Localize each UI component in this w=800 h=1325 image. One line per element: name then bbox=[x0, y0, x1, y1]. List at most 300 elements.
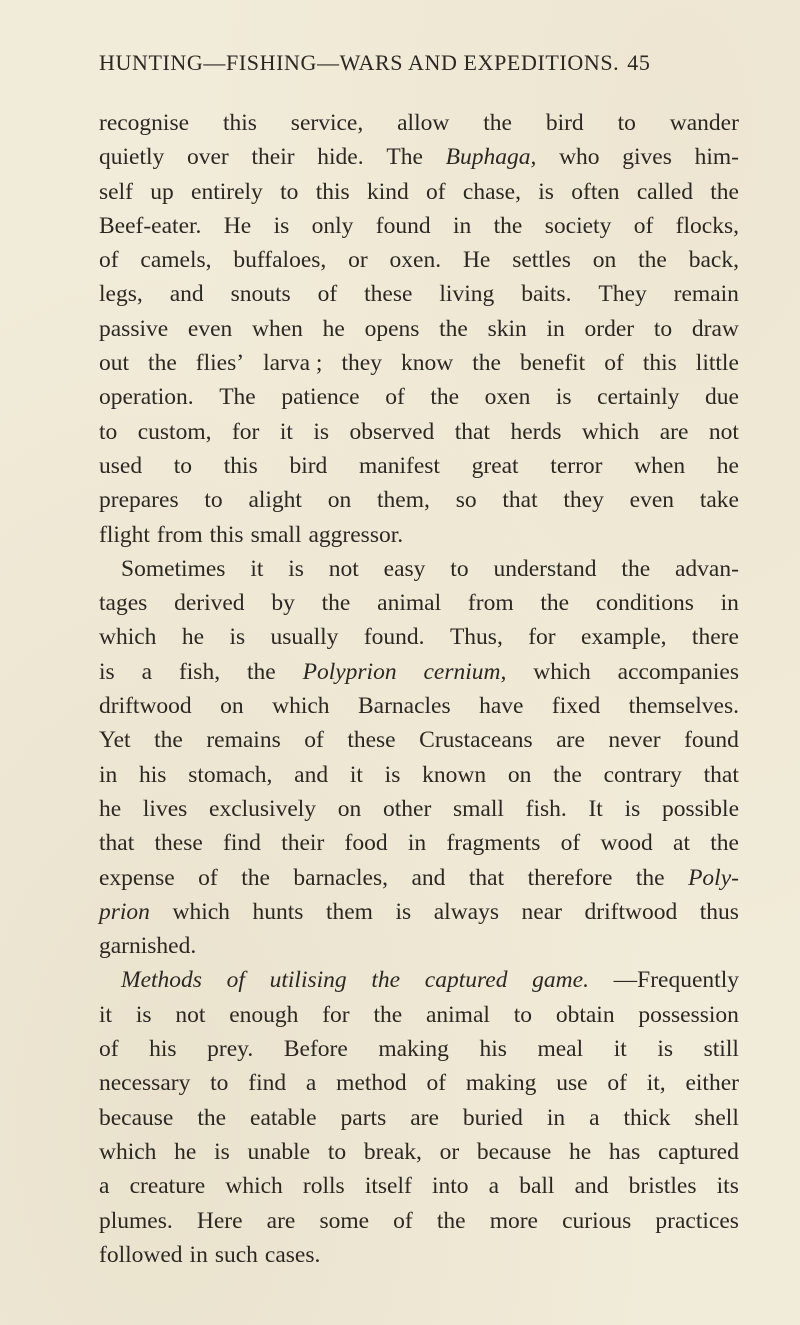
word: near bbox=[521, 898, 562, 925]
word: small bbox=[250, 521, 302, 548]
word: is bbox=[624, 795, 641, 822]
word: of bbox=[385, 384, 405, 411]
word: them bbox=[325, 898, 373, 925]
word: in bbox=[720, 590, 739, 617]
word: this bbox=[222, 110, 257, 136]
word: animal bbox=[425, 1001, 490, 1028]
word: of bbox=[560, 830, 581, 857]
text-line bbox=[99, 1101, 739, 1135]
word: enough bbox=[229, 1001, 299, 1028]
word: or bbox=[439, 1138, 460, 1165]
word: is bbox=[214, 1138, 230, 1165]
word: even bbox=[187, 315, 233, 342]
word: on bbox=[220, 693, 244, 720]
word: great bbox=[471, 452, 519, 479]
word: barnacles, bbox=[293, 864, 388, 891]
word: in bbox=[546, 315, 565, 342]
word: there bbox=[691, 624, 739, 651]
word: of bbox=[99, 1036, 119, 1063]
word: such bbox=[214, 1241, 258, 1268]
word: and bbox=[574, 1173, 609, 1200]
word: of bbox=[304, 727, 324, 754]
word: their bbox=[281, 830, 325, 857]
word: have bbox=[479, 693, 524, 720]
word: to bbox=[173, 452, 193, 479]
word: which bbox=[272, 693, 330, 720]
word: take bbox=[699, 487, 739, 514]
italic-word: Buphaga, bbox=[445, 144, 537, 171]
word: Thus, bbox=[449, 624, 503, 651]
word: the bbox=[241, 864, 270, 891]
body-text bbox=[99, 106, 739, 1272]
word: often bbox=[571, 178, 620, 205]
word: the bbox=[436, 1207, 466, 1234]
word: the bbox=[638, 247, 667, 274]
word: for bbox=[231, 418, 260, 445]
word: eatable bbox=[250, 1104, 317, 1131]
word: method bbox=[336, 1070, 407, 1097]
word: he bbox=[181, 624, 205, 651]
word: is bbox=[99, 658, 115, 685]
word: a bbox=[488, 1173, 500, 1200]
word: from bbox=[467, 590, 514, 617]
text-line bbox=[99, 792, 739, 826]
word: not bbox=[328, 555, 359, 582]
word: bird bbox=[289, 452, 328, 479]
word: use bbox=[556, 1070, 588, 1097]
word: he bbox=[569, 1138, 592, 1165]
text-line bbox=[99, 586, 739, 620]
italic-word: cernium, bbox=[423, 658, 507, 685]
word: and bbox=[169, 281, 204, 308]
running-header bbox=[99, 50, 739, 76]
word: to bbox=[280, 178, 299, 205]
word: the bbox=[540, 590, 570, 617]
word: this bbox=[642, 350, 677, 377]
word: not bbox=[175, 1001, 206, 1028]
word: he bbox=[716, 452, 739, 479]
word: on bbox=[327, 487, 352, 514]
word: this bbox=[223, 452, 258, 479]
word: hide. bbox=[317, 144, 364, 171]
word: know bbox=[400, 350, 454, 377]
word: expense bbox=[99, 864, 175, 891]
word: animal bbox=[377, 590, 442, 617]
word: of bbox=[198, 864, 218, 891]
word: are bbox=[659, 418, 689, 445]
word: thick bbox=[623, 1104, 671, 1131]
word: found bbox=[684, 727, 739, 754]
word: these bbox=[347, 727, 396, 754]
text-line bbox=[99, 620, 739, 654]
word: are bbox=[556, 727, 585, 754]
word: they bbox=[563, 487, 604, 514]
word: prepares bbox=[99, 487, 179, 514]
word: gives bbox=[622, 144, 672, 171]
word: the bbox=[246, 658, 276, 685]
word: society bbox=[544, 212, 612, 239]
word: the bbox=[483, 110, 512, 136]
word: bird bbox=[545, 110, 584, 136]
word: The bbox=[219, 384, 256, 411]
text-line bbox=[99, 895, 739, 929]
word: alight bbox=[248, 487, 302, 514]
word: this bbox=[315, 178, 350, 205]
word: the bbox=[553, 761, 582, 788]
word: on bbox=[337, 795, 362, 822]
word: unable bbox=[247, 1138, 311, 1165]
word: recognise bbox=[99, 110, 190, 136]
word: they bbox=[341, 350, 382, 377]
word: They bbox=[598, 281, 647, 308]
word: it bbox=[99, 1001, 113, 1028]
word: and bbox=[294, 761, 329, 788]
word: themselves. bbox=[628, 693, 739, 720]
word: the bbox=[373, 1001, 403, 1028]
word: Yet bbox=[99, 727, 131, 754]
text-line bbox=[99, 758, 739, 792]
word: to bbox=[204, 487, 223, 514]
word: certainly bbox=[597, 384, 680, 411]
word: derived bbox=[174, 590, 245, 617]
word: used bbox=[99, 452, 143, 479]
word: which bbox=[581, 418, 640, 445]
word: which bbox=[533, 658, 591, 685]
word: because bbox=[99, 1104, 174, 1131]
word: is bbox=[229, 624, 246, 651]
word: aggressor. bbox=[308, 521, 404, 548]
word: allow bbox=[397, 110, 450, 136]
word: living bbox=[439, 281, 495, 308]
word: —Frequently bbox=[613, 967, 739, 994]
word: known bbox=[422, 761, 487, 788]
word: service, bbox=[290, 110, 364, 136]
word: the bbox=[148, 350, 177, 377]
word: the bbox=[621, 555, 651, 582]
text-line bbox=[99, 1238, 739, 1272]
word: chase, bbox=[462, 178, 521, 205]
word: to bbox=[617, 110, 636, 136]
text-line bbox=[99, 380, 739, 414]
word: the bbox=[710, 178, 739, 205]
word: Barnacles bbox=[357, 693, 451, 720]
word: settles bbox=[512, 247, 571, 274]
word: buffaloes, bbox=[233, 247, 327, 274]
word: making bbox=[465, 1070, 537, 1097]
word: for bbox=[528, 624, 556, 651]
word: food bbox=[344, 830, 388, 857]
word: or bbox=[348, 247, 368, 274]
word: entirely bbox=[191, 178, 263, 205]
word: are bbox=[266, 1207, 296, 1234]
word: He bbox=[223, 212, 252, 239]
word: bristles bbox=[628, 1173, 697, 1200]
word: camels, bbox=[140, 247, 212, 274]
page-number: 45 bbox=[627, 50, 651, 75]
word: terror bbox=[550, 452, 603, 479]
word: other bbox=[382, 795, 432, 822]
word: tages bbox=[99, 590, 148, 617]
italic-word: utilising bbox=[269, 967, 347, 994]
word: obtain bbox=[555, 1001, 615, 1028]
word: and bbox=[411, 864, 446, 891]
word: wood bbox=[600, 830, 653, 857]
word: into bbox=[431, 1173, 469, 1200]
word: possible bbox=[661, 795, 739, 822]
word: to bbox=[653, 315, 673, 342]
word: it bbox=[250, 555, 264, 582]
text-line bbox=[99, 175, 739, 209]
word: the bbox=[493, 212, 523, 239]
word: this bbox=[209, 521, 244, 548]
word: from bbox=[156, 521, 203, 548]
word: passive bbox=[99, 315, 169, 342]
text-line bbox=[99, 483, 739, 517]
word: He bbox=[462, 247, 491, 274]
word: when bbox=[634, 452, 686, 479]
word: to bbox=[450, 555, 469, 582]
word: when bbox=[252, 315, 303, 342]
word: Sometimes bbox=[121, 555, 226, 582]
text-line bbox=[99, 243, 739, 277]
word: to bbox=[210, 1070, 229, 1097]
word: contrary bbox=[603, 761, 682, 788]
word: never bbox=[608, 727, 661, 754]
word: a bbox=[589, 1104, 600, 1131]
running-title: HUNTING—FISHING—WARS AND EXPEDITIONS. bbox=[99, 50, 620, 75]
text-line bbox=[99, 449, 739, 483]
word: driftwood bbox=[99, 693, 192, 720]
word: is bbox=[135, 1001, 152, 1028]
word: remains bbox=[206, 727, 281, 754]
text-line bbox=[99, 106, 739, 140]
word: fixed bbox=[551, 693, 601, 720]
word: is bbox=[538, 178, 554, 205]
word: easy bbox=[383, 555, 426, 582]
text-line bbox=[99, 209, 739, 243]
word: find bbox=[248, 1070, 287, 1097]
word: which bbox=[172, 898, 230, 925]
word: custom, bbox=[137, 418, 212, 445]
word: of bbox=[633, 212, 654, 239]
word: curious bbox=[562, 1207, 632, 1234]
word: which bbox=[99, 1138, 157, 1165]
word: of bbox=[426, 1070, 447, 1097]
word: called bbox=[636, 178, 693, 205]
italic-word: Methods bbox=[121, 967, 202, 994]
word: practices bbox=[655, 1207, 739, 1234]
word: followed bbox=[99, 1241, 183, 1268]
word: Beef-eater. bbox=[99, 212, 202, 239]
text-line bbox=[99, 1135, 739, 1169]
word: fragments bbox=[446, 830, 541, 857]
word: by bbox=[271, 590, 295, 617]
word: which bbox=[99, 624, 157, 651]
word: observed bbox=[349, 418, 435, 445]
word: hunts bbox=[252, 898, 304, 925]
word: itself bbox=[364, 1173, 412, 1200]
word: the bbox=[197, 1104, 227, 1131]
word: has bbox=[608, 1138, 641, 1165]
word: oxen bbox=[484, 384, 531, 411]
word: meal bbox=[537, 1036, 584, 1063]
word: in bbox=[189, 1241, 208, 1268]
text-line bbox=[99, 277, 739, 311]
word: patience bbox=[281, 384, 360, 411]
word: the bbox=[321, 590, 351, 617]
word: these bbox=[154, 830, 203, 857]
word: of bbox=[393, 1207, 413, 1234]
word: back, bbox=[688, 247, 739, 274]
word: operation. bbox=[99, 384, 194, 411]
word: on bbox=[592, 247, 617, 274]
word: a bbox=[305, 1070, 317, 1097]
word: usually bbox=[270, 624, 339, 651]
text-line bbox=[99, 723, 739, 757]
word: therefore bbox=[527, 864, 613, 891]
word: wander bbox=[669, 110, 739, 136]
italic-word: Poly- bbox=[688, 864, 739, 891]
word: so bbox=[455, 487, 477, 514]
word: these bbox=[364, 281, 413, 308]
word: opens bbox=[364, 315, 420, 342]
word: understand bbox=[493, 555, 597, 582]
word: to bbox=[99, 418, 118, 445]
text-line bbox=[99, 140, 739, 174]
text-line bbox=[99, 861, 739, 895]
word: cases. bbox=[264, 1241, 321, 1268]
word: advan- bbox=[675, 555, 739, 582]
word: it bbox=[613, 1036, 627, 1063]
text-line bbox=[99, 963, 739, 997]
word: example, bbox=[581, 624, 667, 651]
word: is bbox=[273, 212, 290, 239]
word: more bbox=[489, 1207, 538, 1234]
word: in bbox=[99, 761, 118, 788]
word: that bbox=[703, 761, 739, 788]
word: in bbox=[407, 830, 427, 857]
word: larva ; bbox=[263, 350, 323, 377]
word: a bbox=[141, 658, 153, 685]
word: find bbox=[223, 830, 261, 857]
word: herds bbox=[510, 418, 562, 445]
word: his bbox=[139, 761, 167, 788]
word: thus bbox=[699, 898, 739, 925]
word: garnished. bbox=[99, 933, 197, 960]
italic-word: game. bbox=[532, 967, 589, 994]
word: Crustaceans bbox=[419, 727, 533, 754]
word: legs, bbox=[99, 281, 143, 308]
word: kind bbox=[366, 178, 409, 205]
word: to bbox=[327, 1138, 347, 1165]
word: always bbox=[433, 898, 499, 925]
word: over bbox=[187, 144, 229, 171]
word: only bbox=[311, 212, 354, 239]
word: in bbox=[546, 1104, 566, 1131]
word: the bbox=[154, 727, 183, 754]
word: prey. bbox=[207, 1036, 254, 1063]
word: necessary bbox=[99, 1070, 191, 1097]
word: he bbox=[99, 795, 122, 822]
word: flies’ bbox=[195, 350, 245, 377]
word: oxen. bbox=[389, 247, 442, 274]
word: that bbox=[468, 864, 505, 891]
word: The bbox=[386, 144, 423, 171]
word: order bbox=[584, 315, 635, 342]
word: is bbox=[313, 418, 330, 445]
word: the bbox=[439, 315, 468, 342]
text-line bbox=[99, 655, 739, 689]
word: manifest bbox=[359, 452, 440, 479]
word: flocks, bbox=[675, 212, 739, 239]
word: Before bbox=[283, 1036, 348, 1063]
word: the bbox=[710, 830, 739, 857]
word: found. bbox=[363, 624, 425, 651]
word: parts bbox=[340, 1104, 387, 1131]
word: the bbox=[430, 384, 460, 411]
text-line bbox=[99, 415, 739, 449]
text-line bbox=[99, 929, 739, 963]
word: it, bbox=[646, 1070, 666, 1097]
italic-word: Polyprion bbox=[302, 658, 397, 685]
word: at bbox=[673, 830, 690, 857]
word: exclusively bbox=[209, 795, 317, 822]
word: plumes. bbox=[99, 1207, 173, 1234]
text-line bbox=[99, 346, 739, 380]
text-line bbox=[99, 826, 739, 860]
word: small bbox=[453, 795, 504, 822]
word: flight bbox=[99, 521, 150, 548]
word: either bbox=[685, 1070, 739, 1097]
word: up bbox=[150, 178, 174, 205]
italic-word: captured bbox=[424, 967, 508, 994]
word: rolls bbox=[302, 1173, 345, 1200]
word: baits. bbox=[521, 281, 572, 308]
text-line bbox=[99, 312, 739, 346]
word: not bbox=[708, 418, 739, 445]
word: conditions bbox=[595, 590, 694, 617]
word: due bbox=[704, 384, 739, 411]
word: found bbox=[375, 212, 431, 239]
word: buried bbox=[462, 1104, 523, 1131]
word: remain bbox=[673, 281, 739, 308]
word: him- bbox=[694, 144, 739, 171]
word: snouts bbox=[230, 281, 291, 308]
word: is bbox=[384, 761, 401, 788]
word: creature bbox=[129, 1173, 206, 1200]
word: are bbox=[410, 1104, 439, 1131]
word: making bbox=[378, 1036, 449, 1063]
word: its bbox=[716, 1173, 739, 1200]
word: lives bbox=[142, 795, 188, 822]
word: some bbox=[319, 1207, 370, 1234]
word: benefit bbox=[519, 350, 586, 377]
word: still bbox=[703, 1036, 739, 1063]
word: of bbox=[607, 1070, 627, 1097]
word: he bbox=[322, 315, 345, 342]
word: even bbox=[629, 487, 675, 514]
word: for bbox=[322, 1001, 350, 1028]
text-line bbox=[99, 518, 739, 552]
word: is bbox=[555, 384, 572, 411]
word: a bbox=[99, 1173, 110, 1200]
word: his bbox=[479, 1036, 507, 1063]
word: shell bbox=[694, 1104, 739, 1131]
word: of bbox=[604, 350, 624, 377]
italic-word: of bbox=[226, 967, 245, 994]
word: of bbox=[426, 178, 446, 205]
italic-word: the bbox=[371, 967, 401, 994]
